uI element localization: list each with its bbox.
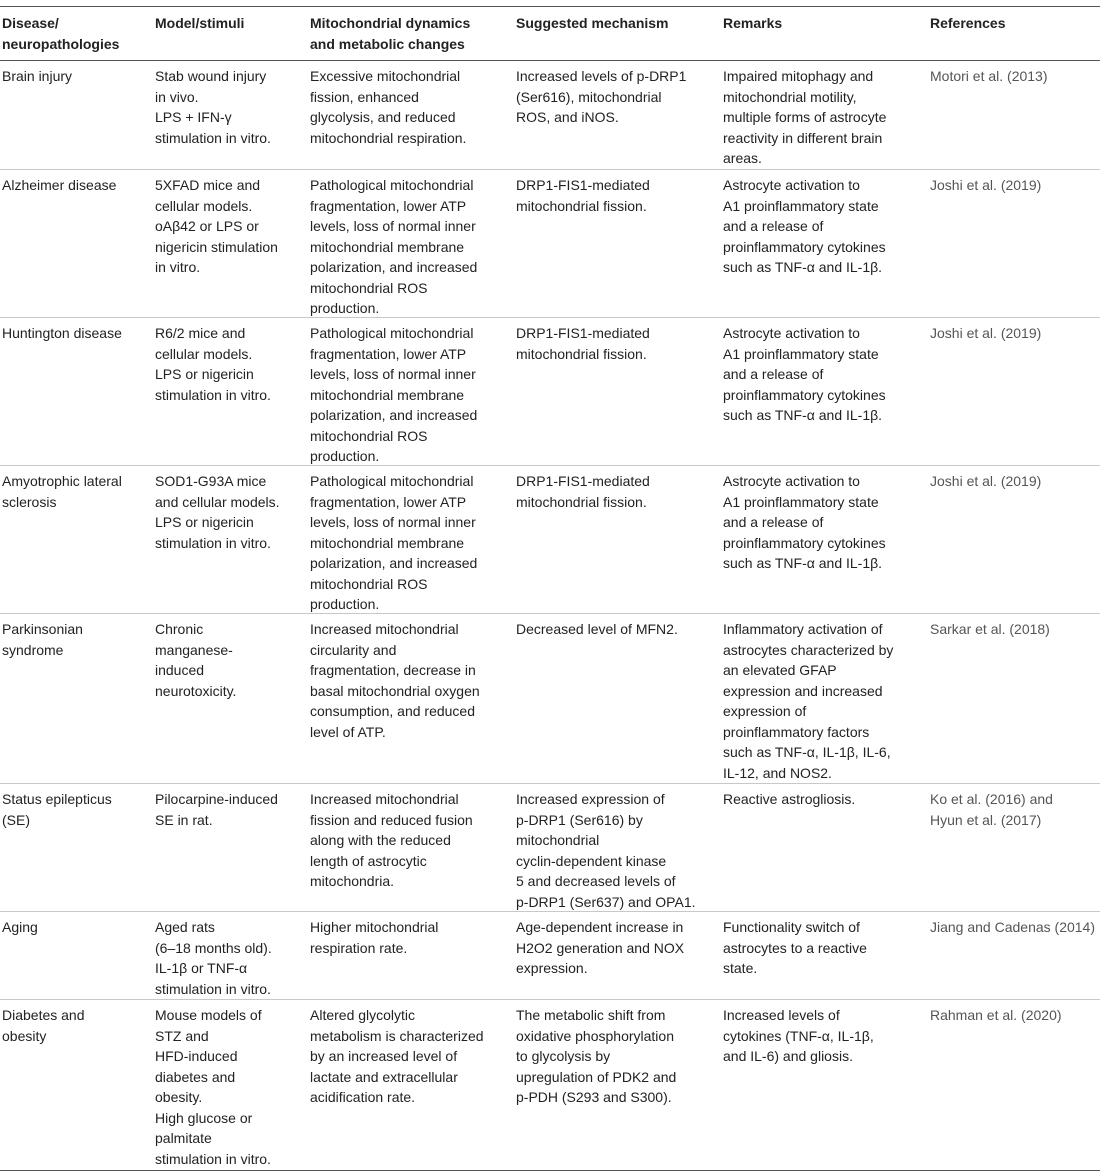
cell-reference: Sarkar et al. (2018) <box>930 621 1050 637</box>
cell-model: Aged rats (6–18 months old). IL-1β or TNF-α stimulation in vitro. <box>155 919 272 997</box>
cell-remarks: Inflammatory activation of astrocytes characterized by an elevated GFAP expression and increased expression of proinflammatory factors such as TNF-α, IL-1β, IL-6, IL-12, and NOS2. <box>723 621 894 781</box>
header-references: References <box>930 15 1006 31</box>
table-row <box>0 61 1100 169</box>
cell-reference: Motori et al. (2013) <box>930 68 1048 84</box>
cell-remarks: Astrocyte activation to A1 proinflammatory state and a release of proinflammatory cytokines such as TNF-α and IL-1β. <box>723 473 886 571</box>
cell-dynamics: Pathological mitochondrial fragmentation, lower ATP levels, loss of normal inner mitochondrial membrane polarization, and increased mitochondrial ROS production. <box>310 177 478 316</box>
cell-dynamics: Pathological mitochondrial fragmentation, lower ATP levels, loss of normal inner mitochondrial membrane polarization, and increased mitochondrial ROS production. <box>310 325 478 464</box>
cell-dynamics: Altered glycolytic metabolism is characterized by an increased level of lactate and extracellular acidification rate. <box>310 1007 484 1105</box>
header-disease: Disease/ neuropathologies <box>2 15 120 52</box>
cell-remarks: Increased levels of cytokines (TNF-α, IL-1β, and IL-6) and gliosis. <box>723 1007 874 1064</box>
cell-model: Mouse models of STZ and HFD-induced diabetes and obesity. High glucose or palmitate stimulation in vitro. <box>155 1007 271 1167</box>
header-remarks: Remarks <box>723 15 783 31</box>
table-row <box>0 465 1100 614</box>
cell-reference: Joshi et al. (2019) <box>930 473 1042 489</box>
cell-disease: Amyotrophic lateral sclerosis <box>2 473 122 510</box>
cell-dynamics: Excessive mitochondrial fission, enhanced glycolysis, and reduced mitochondrial respiration. <box>310 68 467 146</box>
cell-reference: Rahman et al. (2020) <box>930 1007 1062 1023</box>
cell-disease: Status epilepticus (SE) <box>2 791 112 828</box>
header-mechanism: Suggested mechanism <box>516 15 669 31</box>
cell-dynamics: Pathological mitochondrial fragmentation, lower ATP levels, loss of normal inner mitochondrial membrane polarization, and increased mitochondrial ROS production. <box>310 473 478 612</box>
table-row <box>0 317 1100 466</box>
cell-mechanism: Increased expression of p-DRP1 (Ser616) by mitochondrial cyclin-dependent kinase 5 and decreased levels of p-DRP1 (Ser637) and OPA1. <box>516 791 696 910</box>
table-row <box>0 783 1100 912</box>
cell-disease: Parkinsonian syndrome <box>2 621 83 658</box>
header-model: Model/stimuli <box>155 15 245 31</box>
cell-mechanism: Increased levels of p-DRP1 (Ser616), mitochondrial ROS, and iNOS. <box>516 68 687 125</box>
cell-remarks: Functionality switch of astrocytes to a reactive state. <box>723 919 867 976</box>
table-bottom-rule <box>0 1170 1100 1171</box>
cell-model: 5XFAD mice and cellular models. oAβ42 or LPS or nigericin stimulation in vitro. <box>155 177 278 275</box>
cell-mechanism: The metabolic shift from oxidative phosphorylation to glycolysis by upregulation of PDK2 and p-PDH (S293 and S300). <box>516 1007 677 1105</box>
cell-disease: Diabetes and obesity <box>2 1007 85 1044</box>
cell-mechanism: DRP1-FIS1-mediated mitochondrial fission. <box>516 473 650 510</box>
cell-reference: Jiang and Cadenas (2014) <box>930 919 1096 935</box>
cell-dynamics: Higher mitochondrial respiration rate. <box>310 919 439 956</box>
table-row <box>0 999 1100 1171</box>
table-row <box>0 613 1100 784</box>
cell-reference: Ko et al. (2016) and Hyun et al. (2017) <box>930 791 1053 828</box>
cell-disease: Huntington disease <box>2 325 122 341</box>
cell-model: Chronic manganese- induced neurotoxicity. <box>155 621 237 699</box>
cell-remarks: Astrocyte activation to A1 proinflammatory state and a release of proinflammatory cytokines such as TNF-α and IL-1β. <box>723 325 886 423</box>
cell-model: R6/2 mice and cellular models. LPS or nigericin stimulation in vitro. <box>155 325 271 403</box>
table-row <box>0 911 1100 1000</box>
cell-disease: Aging <box>2 919 38 935</box>
cell-reference: Joshi et al. (2019) <box>930 177 1042 193</box>
cell-mechanism: DRP1-FIS1-mediated mitochondrial fission. <box>516 177 650 214</box>
cell-disease: Alzheimer disease <box>2 177 117 193</box>
table-top-rule <box>0 6 1100 7</box>
cell-disease: Brain injury <box>2 68 73 84</box>
header-dynamics: Mitochondrial dynamics and metabolic changes <box>310 15 471 52</box>
cell-model: Stab wound injury in vivo. LPS + IFN-γ stimulation in vitro. <box>155 68 271 146</box>
cell-reference: Joshi et al. (2019) <box>930 325 1042 341</box>
cell-dynamics: Increased mitochondrial fission and reduced fusion along with the reduced length of astrocytic mitochondria. <box>310 791 473 889</box>
cell-mechanism: Age-dependent increase in H2O2 generation and NOX expression. <box>516 919 685 976</box>
cell-dynamics: Increased mitochondrial circularity and fragmentation, decrease in basal mitochondrial oxygen consumption, and reduced level of ATP. <box>310 621 480 740</box>
cell-mechanism: DRP1-FIS1-mediated mitochondrial fission. <box>516 325 650 362</box>
cell-model: SOD1-G93A mice and cellular models. LPS or nigericin stimulation in vitro. <box>155 473 280 551</box>
cell-remarks: Astrocyte activation to A1 proinflammatory state and a release of proinflammatory cytokines such as TNF-α and IL-1β. <box>723 177 886 275</box>
cell-remarks: Impaired mitophagy and mitochondrial motility, multiple forms of astrocyte reactivity in different brain areas. <box>723 68 887 166</box>
cell-remarks: Reactive astrogliosis. <box>723 791 856 807</box>
cell-model: Pilocarpine-induced SE in rat. <box>155 791 278 828</box>
cell-mechanism: Decreased level of MFN2. <box>516 621 678 637</box>
table-row <box>0 169 1100 318</box>
